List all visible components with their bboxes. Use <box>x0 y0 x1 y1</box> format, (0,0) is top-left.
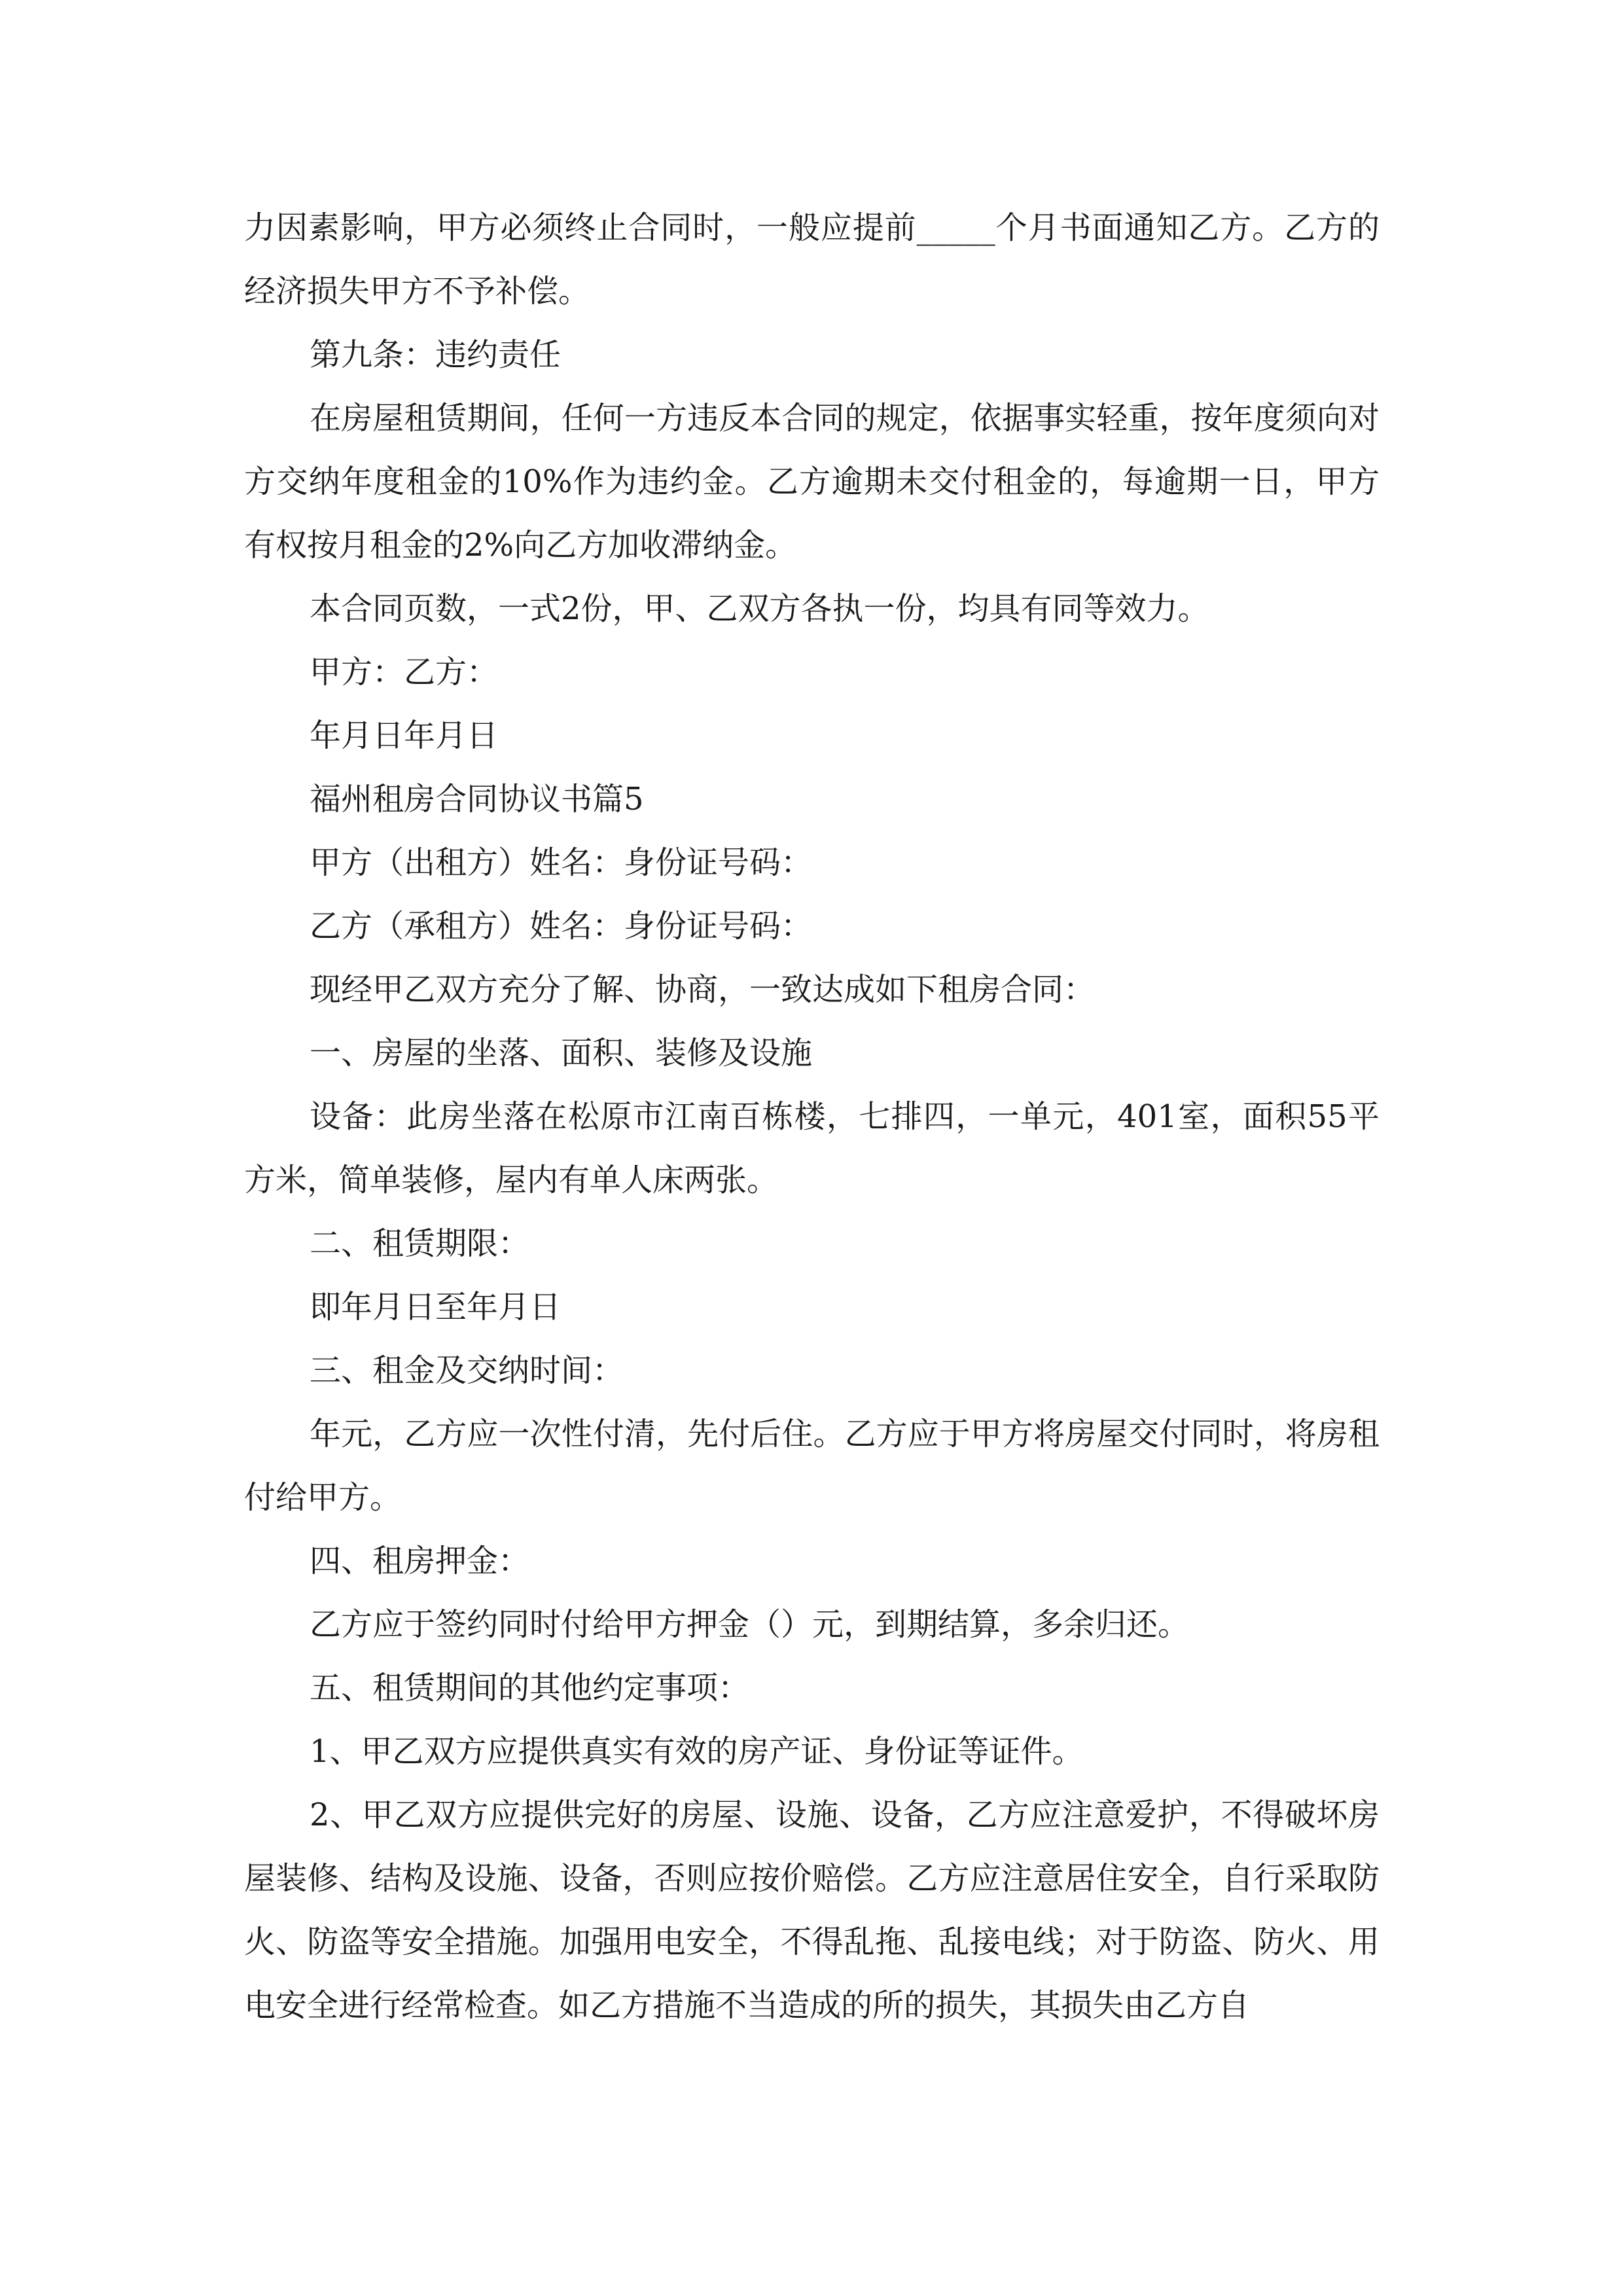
section-title-5: 福州租房合同协议书篇5 <box>310 781 644 817</box>
paragraph-agreement-intro: 现经甲乙双方充分了解、协商，一致达成如下租房合同： <box>310 971 1096 1008</box>
paragraph-property-details: 设备：此房坐落在松原市江南百栋楼，七排四，一单元，401室，面积55平方米，简单装修，屋内有单人床两张。 <box>244 1098 1380 1198</box>
paragraph-copies: 本合同页数，一式2份，甲、乙双方各执一份，均具有同等效力。 <box>310 590 1209 627</box>
article-nine-heading: 第九条：违约责任 <box>310 336 562 373</box>
paragraph-lease-term: 即年月日至年月日 <box>310 1289 562 1325</box>
party-a-info: 甲方（出租方）姓名：身份证号码： <box>310 844 813 881</box>
paragraph-force-majeure-end: 力因素影响，甲方必须终止合同时，一般应提前_____个月书面通知乙方。乙方的经济损失甲方不予补偿。 <box>244 209 1380 310</box>
signature-parties: 甲方：乙方： <box>310 654 499 691</box>
party-b-info: 乙方（承租方）姓名：身份证号码： <box>310 908 813 944</box>
signature-dates: 年月日年月日 <box>310 717 499 754</box>
paragraph-item-1: 1、甲乙双方应提供真实有效的房产证、身份证等证件。 <box>310 1733 1084 1770</box>
clause-2-heading: 二、租赁期限： <box>310 1225 530 1262</box>
clause-1-heading: 一、房屋的坐落、面积、装修及设施 <box>310 1035 813 1071</box>
paragraph-deposit: 乙方应于签约同时付给甲方押金（）元，到期结算，多余归还。 <box>310 1606 1190 1643</box>
paragraph-item-2: 2、甲乙双方应提供完好的房屋、设施、设备，乙方应注意爱护，不得破坏房屋装修、结构及设施、设备，否则应按价赔偿。乙方应注意居住安全，自行采取防火、防盗等安全措施。加强用电安全，不得乱拖、乱接电线；对于防盗、防火、用电安全进行经常检查。如乙方措施不当造成的所的损失，其损失由乙方自 <box>244 1797 1380 2024</box>
paragraph-rent-payment: 年元，乙方应一次性付清，先付后住。乙方应于甲方将房屋交付同时，将房租付给甲方。 <box>244 1416 1380 1516</box>
clause-3-heading: 三、租金及交纳时间： <box>310 1352 624 1389</box>
clause-4-heading: 四、租房押金： <box>310 1543 530 1579</box>
clause-5-heading: 五、租赁期间的其他约定事项： <box>310 1670 750 1706</box>
document-body <box>244 196 1380 2037</box>
paragraph-breach-liability: 在房屋租赁期间，任何一方违反本合同的规定，依据事实轻重，按年度须向对方交纳年度租金的10%作为违约金。乙方逾期未交付租金的，每逾期一日，甲方有权按月租金的2%向乙方加收滞纳金。 <box>244 400 1380 564</box>
